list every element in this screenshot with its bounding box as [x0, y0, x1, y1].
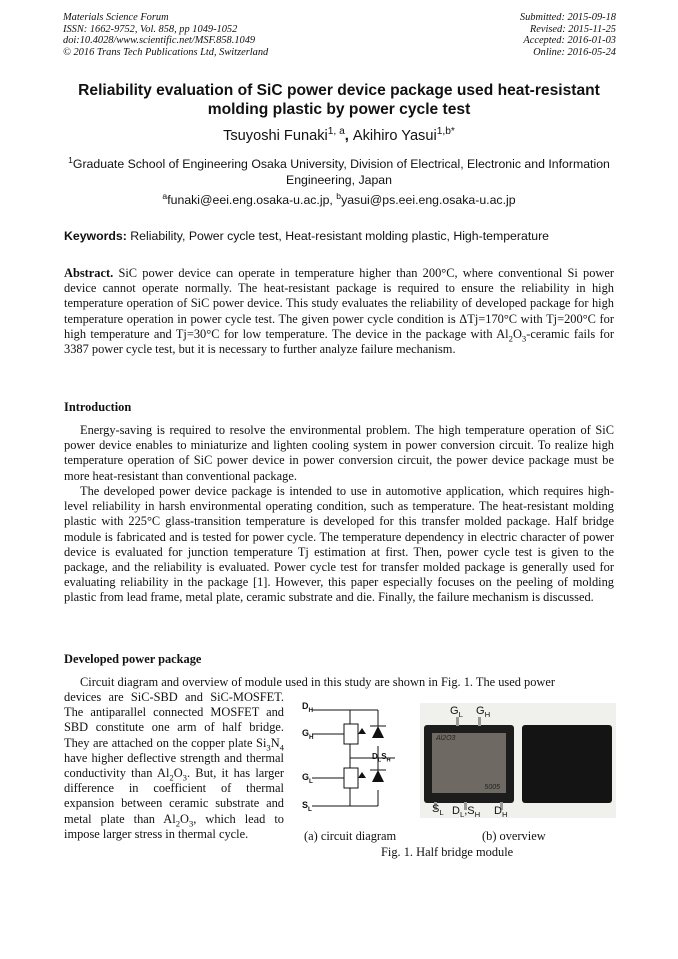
- intro-paragraph-1: Energy-saving is required to resolve the environmental problem. The high temperature operation of SiC power device enables to miniaturize and lighten cooling system in power conversion circuit. To realize high temperature operation of SiC power device in power conversion circuit, the power device package must be more heat-resistant than conventional package.: [64, 423, 614, 483]
- figure-caption: Fig. 1. Half bridge module: [381, 845, 514, 859]
- title-line-2: molding plastic by power cycle test: [207, 101, 471, 118]
- title-line-1: Reliability evaluation of SiC power device package used heat-resistant: [78, 82, 600, 99]
- journal-header-left: [63, 12, 268, 58]
- label-sl: $S_L$: [302, 800, 312, 813]
- module-back-image: [522, 725, 612, 803]
- package-paragraph-line1: Circuit diagram and overview of module used in this study are shown in Fig. 1. The used power: [80, 675, 556, 689]
- journal-name: Materials Science Forum: [63, 12, 169, 23]
- section-heading-introduction: Introduction: [64, 400, 132, 414]
- accepted-date: Accepted: 2016-01-03: [523, 35, 616, 47]
- label-dh: $D_H$: [302, 701, 314, 714]
- module-front-image: [424, 725, 514, 803]
- label-gl: $G_L$: [302, 772, 313, 785]
- diode-high-icon: [372, 726, 384, 738]
- intro-paragraph-2: The developed power device package is intended to use in automotive application, which requires high-level reliability in harsh environmental operating condition, such as temperature. The heat-resistant molding plastic with 225°C glass-transition temperature is developed for this transfer molded package. Half bridge module is fabricated and is tested for power cycle. The temperature dependency in electric character of power device is evaluated for junction temperature Tj estimation at first. Then, power cycle test is given to the package, and the reliability is evaluated. Power cycle test for transfer molded package is generally used for evaluating reliability in the package [1]. However, this paper especially focuses on the peeling of molding plastic from lead frame, metal plate, ceramic substrate and die. Finally, the failure mechanism is discussed.: [64, 484, 614, 605]
- caption-b: (b) overview: [482, 829, 546, 843]
- label-dl-sh: $D_LS_H$: [372, 752, 391, 764]
- journal-header-right: [520, 12, 616, 58]
- journal-issn: ISSN: 1662-9752, Vol. 858, pp 1049-1052: [63, 23, 238, 35]
- abstract: Abstract. SiC power device can operate in temperature higher than 200°C, where conventional Si power device cannot operate normally. The heat-resistant package is required to ensure the reliability in high temperature operation of SiC power device. This study evaluates the reliability of developed package for high temperature operation in power cycle test. The given power cycle condition is ΔTj=170°C with Tj=200°C for high temperature and Tj=30°C for low temperature. The device in the package with $Al_2O_3$-ceramic fails for 3387 power cycle test, but it is necessary to further analyze failure mechanism.: [64, 266, 615, 357]
- figure-1: [300, 698, 620, 868]
- module-plate: Al2O3 5005: [432, 733, 506, 793]
- module-photo: [420, 703, 616, 818]
- online-date: Online: 2016-05-24: [533, 46, 616, 58]
- email-b[interactable]: yasui@ps.eei.eng.osaka-u.ac.jp: [341, 193, 516, 207]
- paper-title: [58, 81, 620, 119]
- keywords: [64, 229, 616, 243]
- abstract-label: Abstract.: [64, 266, 114, 280]
- author-1: Tsuyoshi Funaki: [223, 128, 328, 144]
- keywords-text: Reliability, Power cycle test, Heat-resistant molding plastic, High-temperature: [130, 229, 550, 243]
- affiliation: $^1$Graduate School of Engineering Osaka University, Division of Electrical, Electronic and Information Engineering, Japan: [68, 154, 610, 187]
- submitted-date: Submitted: 2015-09-18: [519, 12, 616, 23]
- photo-label-gh: $G_H$: [476, 705, 491, 720]
- photo-label-sl: $S_L$: [432, 803, 444, 818]
- photo-label-gl: $G_L$: [450, 705, 463, 720]
- section-heading-package: Developed power package: [64, 652, 202, 666]
- author-2: Akihiro Yasui: [352, 128, 437, 144]
- author-emails: $^a$funaki@eei.eng.osaka-u.ac.jp, $^b$yasui@ps.eei.eng.osaka-u.ac.jp: [162, 190, 516, 207]
- circuit-diagram: [300, 698, 415, 818]
- package-paragraph-wrapped: devices are SiC-SBD and SiC-MOSFET. The antiparallel connected MOSFET and SBD constitute one arm of half bridge. They are attached on the copper plate $Si_3N_4$ have higher deflective strength and thermal conductivity than $Al_2O_3$. But, it has larger difference in coefficient of thermal expansion between ceramic substrate and metal plate than $Al_2O_3$, which lead to impose larger stress in thermal cycle.: [64, 690, 284, 841]
- photo-label-dl-sh: $D_L,S_H$: [452, 805, 481, 820]
- email-a[interactable]: funaki@eei.eng.osaka-u.ac.jp: [167, 193, 330, 207]
- journal-copyright: © 2016 Trans Tech Publications Ltd, Switzerland: [63, 46, 269, 58]
- revised-date: Revised: 2015-11-25: [529, 23, 616, 35]
- photo-label-dh: $D_H$: [494, 805, 508, 820]
- caption-a: (a) circuit diagram: [304, 829, 397, 843]
- authors: Tsuyoshi Funaki$^{1, a}$, Akihiro Yasui$^{1,b*}$: [223, 126, 455, 144]
- journal-doi: doi:10.4028/www.scientific.net/MSF.858.1049: [63, 35, 256, 47]
- label-gh: $G_H$: [302, 728, 314, 741]
- keywords-label: Keywords:: [64, 229, 127, 243]
- diode-low-icon: [372, 770, 384, 782]
